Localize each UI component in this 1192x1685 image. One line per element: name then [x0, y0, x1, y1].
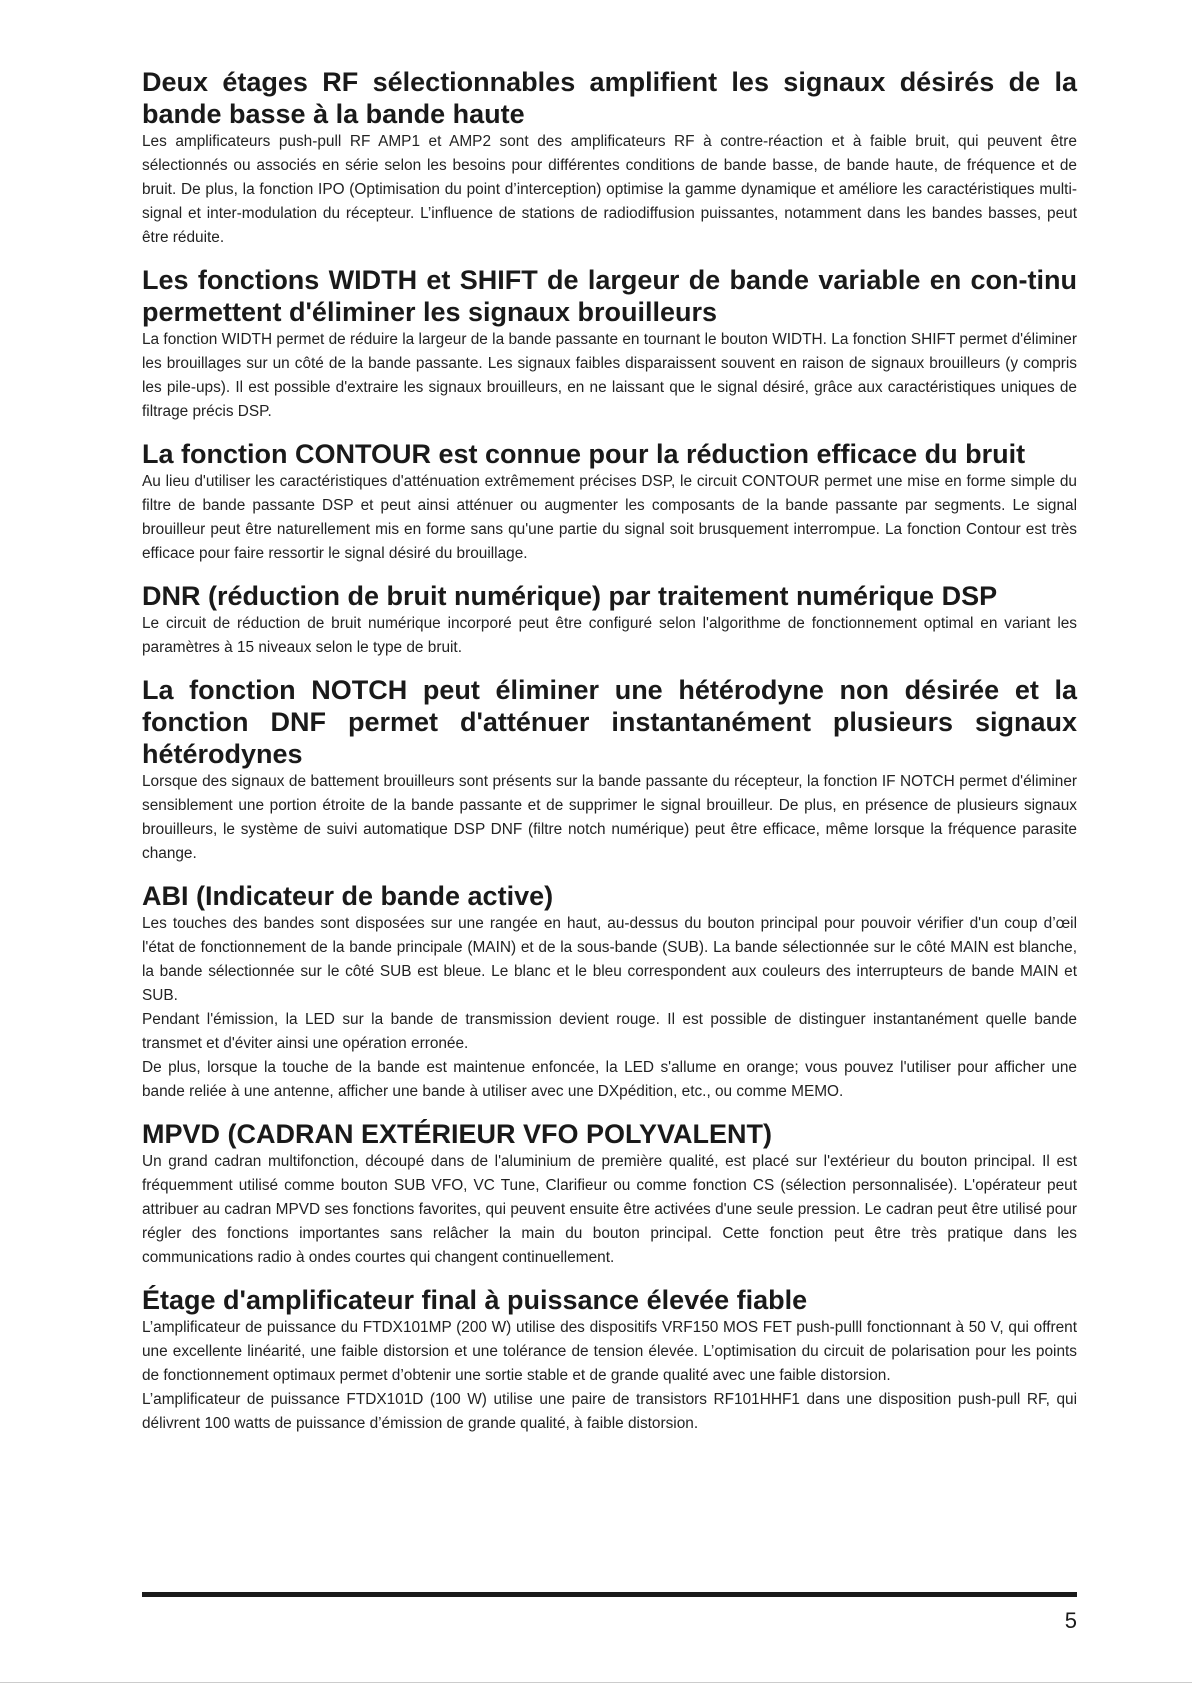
- section-paragraph: Pendant l'émission, la LED sur la bande de transmission devient rouge. Il est possible de distinguer instantanément quelle bande transmet et d'éviter ainsi une opération erronée.: [142, 1011, 1077, 1052]
- section-paragraph: La fonction WIDTH permet de réduire la largeur de la bande passante en tournant le bouton WIDTH. La fonction SHIFT permet d'éliminer les brouillages sur un côté de la bande passante. Les signaux faibles disparaissent souvent en raison de signaux brouilleurs (y compris les pile-ups). Il est possible d'extraire les signaux brouilleurs, en ne laissant que le signal désiré, grâce aux caractéristiques uniques de filtrage précis DSP.: [142, 331, 1077, 420]
- section-mpvd: [142, 1118, 1077, 1270]
- section-heading: Deux étages RF sélectionnables amplifient les signaux désirés de la bande basse à la bande haute: [142, 67, 1077, 129]
- section-paragraph: Le circuit de réduction de bruit numérique incorporé peut être configuré selon l'algorithme de fonctionnement optimal en variant les paramètres à 15 niveaux selon le type de bruit.: [142, 615, 1077, 656]
- section-paragraph: L’amplificateur de puissance FTDX101D (100 W) utilise une paire de transistors RF101HHF1 dans une disposition push-pull RF, qui délivrent 100 watts de puissance d’émission de grande qualité, à faible distorsion.: [142, 1391, 1077, 1432]
- section-contour: [142, 438, 1077, 566]
- footer-rule: [142, 1592, 1077, 1597]
- section-paragraph: Les amplificateurs push-pull RF AMP1 et AMP2 sont des amplificateurs RF à contre-réaction et à faible bruit, qui peuvent être sélectionnés ou associés en série selon les besoins pour différentes conditions de bande basse, de bande haute, de fréquence et de bruit. De plus, la fonction IPO (Optimisation du point d’interception) optimise la gamme dynamique et améliore les caractéristiques multi-signal et inter-modulation du récepteur. L’influence de stations de radiodiffusion puissantes, notamment dans les bandes basses, peut être réduite.: [142, 133, 1077, 246]
- section-paragraph: Lorsque des signaux de battement brouilleurs sont présents sur la bande passante du récepteur, la fonction IF NOTCH permet d'éliminer sensiblement une portion étroite de la bande passante et de supprimer le signal brouilleur. De plus, en présence de plusieurs signaux brouilleurs, le système de suivi automatique DSP DNF (filtre notch numérique) peut être efficace, même lorsque la fréquence parasite change.: [142, 773, 1077, 862]
- section-paragraph: L’amplificateur de puissance du FTDX101MP (200 W) utilise des dispositifs VRF150 MOS FET push-pulll fonctionnant à 50 V, qui offrent une excellente linéarité, une faible distorsion et une tolérance de tension élevée. L’optimisation du circuit de polarisation pour les points de fonctionnement optimaux permet d’obtenir une sortie stable et de grande qualité avec une faible distorsion.: [142, 1319, 1077, 1384]
- section-heading: Étage d'amplificateur final à puissance élevée fiable: [142, 1285, 808, 1315]
- section-final-amplifier: [142, 1284, 1077, 1436]
- section-paragraph: Les touches des bandes sont disposées sur une rangée en haut, au-dessus du bouton principal pour pouvoir vérifier d'un coup d’œil l'état de fonctionnement de la bande principale (MAIN) et de la sous-bande (SUB). La bande sélectionnée sur le côté MAIN est blanche, la bande sélectionnée sur le côté SUB est bleue. Le blanc et le bleu correspondent aux couleurs des interrupteurs de bande MAIN et SUB.: [142, 915, 1077, 1004]
- section-dnr: [142, 580, 1077, 660]
- section-heading: Les fonctions WIDTH et SHIFT de largeur de bande variable en con-tinu permettent d'éliminer les signaux brouilleurs: [142, 265, 1077, 327]
- section-heading: La fonction CONTOUR est connue pour la réduction efficace du bruit: [142, 439, 1026, 469]
- page-edge-divider: [0, 1682, 1192, 1683]
- section-width-shift: [142, 264, 1077, 424]
- section-heading: MPVD (CADRAN EXTÉRIEUR VFO POLYVALENT): [142, 1119, 773, 1149]
- section-abi: [142, 880, 1077, 1104]
- section-heading: DNR (réduction de bruit numérique) par traitement numérique DSP: [142, 581, 998, 611]
- section-paragraph: Au lieu d'utiliser les caractéristiques d'atténuation extrêmement précises DSP, le circuit CONTOUR permet une mise en forme simple du filtre de bande passante DSP et peut ainsi atténuer ou augmenter les composants de la bande passante par segments. Le signal brouilleur peut être naturellement mis en forme sans qu'une partie du signal soit brusquement interrompue. La fonction Contour est très efficace pour faire ressortir le signal désiré du brouillage.: [142, 473, 1077, 562]
- section-paragraph: Un grand cadran multifonction, découpé dans de l'aluminium de première qualité, est placé sur l'extérieur du bouton principal. Il est fréquemment utilisé comme bouton SUB VFO, VC Tune, Clarifieur ou comme fonction CS (sélection personnalisée). L'opérateur peut attribuer au cadran MPVD ses fonctions favorites, qui peuvent ensuite être activées d'une seule pression. Le cadran peut être utilisé pour régler des fonctions importantes sans relâcher la main du bouton principal. Cette fonction peut être très pratique dans les communications radio à ondes courtes qui changent continuellement.: [142, 1153, 1077, 1266]
- page-content: [142, 66, 1077, 1450]
- section-heading: La fonction NOTCH peut éliminer une hétérodyne non désirée et la fonction DNF permet d'atténuer instantanément plusieurs signaux hétérodynes: [142, 675, 1077, 769]
- section-rf-stages: [142, 66, 1077, 250]
- page-number: 5: [1064, 1608, 1077, 1633]
- section-paragraph: De plus, lorsque la touche de la bande est maintenue enfoncée, la LED s'allume en orange; vous pouvez l'utiliser pour afficher une bande reliée à une antenne, afficher une bande à utiliser avec une DXpédition, etc., ou comme MEMO.: [142, 1059, 1077, 1100]
- section-notch-dnf: [142, 674, 1077, 866]
- section-heading: ABI (Indicateur de bande active): [142, 881, 554, 911]
